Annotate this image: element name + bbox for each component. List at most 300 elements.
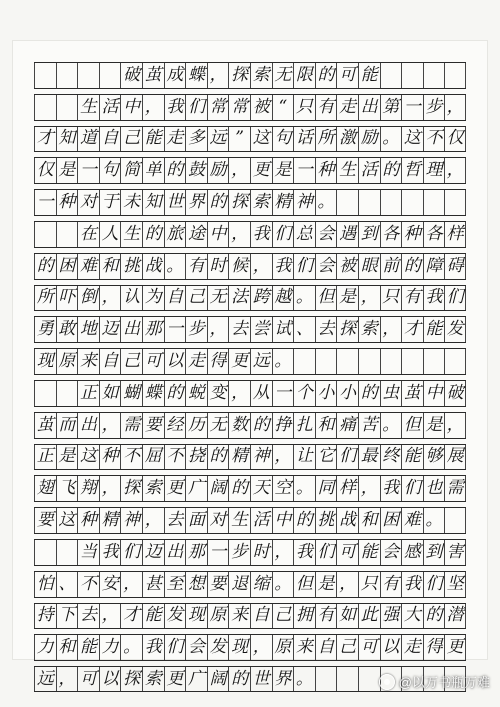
grid-cell	[401, 190, 423, 215]
grid-cell: ，	[142, 95, 164, 120]
grid-cell: 样	[444, 222, 466, 247]
grid-cell: 空	[272, 476, 294, 501]
grid-cell: 的	[380, 158, 402, 183]
text-row	[34, 316, 466, 342]
grid-cell: 所	[315, 127, 337, 152]
grid-cell: 数	[228, 413, 250, 438]
grid-cell: 无	[207, 286, 229, 311]
grid-cell: 倒	[77, 286, 99, 311]
grid-cell: 来	[228, 604, 250, 629]
grid-cell: 们	[164, 635, 186, 660]
grid-cell: 所	[34, 286, 56, 311]
grid-cell: 那	[185, 540, 207, 565]
grid-cell: 的	[358, 381, 380, 406]
grid-cell: 遇	[336, 222, 358, 247]
text-row	[34, 253, 466, 279]
grid-cell: 们	[185, 95, 207, 120]
grid-cell: 出	[120, 317, 142, 342]
grid-cell: 探	[228, 63, 250, 88]
text-row	[34, 94, 466, 120]
grid-cell: 索	[250, 190, 272, 215]
grid-cell: 的	[293, 508, 315, 533]
grid-cell: ，	[358, 476, 380, 501]
grid-cell	[56, 540, 78, 565]
grid-cell: 旅	[164, 222, 186, 247]
grid-cell: 正	[34, 445, 56, 470]
grid-cell: 更	[164, 667, 186, 691]
grid-cell: 仅	[444, 127, 466, 152]
grid-cell: 可	[358, 635, 380, 660]
grid-cell: 生	[77, 95, 99, 120]
title-row	[34, 62, 466, 88]
grid-cell: 中	[272, 508, 294, 533]
grid-cell: 翅	[34, 476, 56, 501]
grid-cell	[34, 95, 56, 120]
grid-cell: ，	[272, 445, 294, 470]
grid-cell: 虫	[380, 381, 402, 406]
grid-cell	[444, 190, 466, 215]
grid-cell: 发	[207, 635, 229, 660]
grid-cell: 去	[228, 317, 250, 342]
grid-cell: 。	[315, 190, 337, 215]
grid-cell: ，	[228, 158, 250, 183]
grid-cell: 一	[272, 381, 294, 406]
grid-cell	[380, 349, 402, 374]
grid-cell: ，	[142, 508, 164, 533]
grid-cell: 能	[142, 604, 164, 629]
grid-cell: 那	[142, 317, 164, 342]
grid-cell: ，	[444, 413, 466, 438]
grid-cell: 们	[293, 254, 315, 279]
grid-cell: 们	[120, 540, 142, 565]
grid-cell: 经	[164, 413, 186, 438]
grid-cell	[358, 349, 380, 374]
grid-cell: 痛	[336, 413, 358, 438]
grid-cell: 能	[142, 127, 164, 152]
grid-cell: 退	[228, 572, 250, 597]
grid-cell: 和	[315, 413, 337, 438]
grid-cell: 探	[120, 476, 142, 501]
grid-cell: 。	[293, 667, 315, 691]
grid-cell: 激	[336, 127, 358, 152]
grid-cell: 。	[293, 286, 315, 311]
grid-cell: 出	[358, 95, 380, 120]
grid-cell: 得	[423, 635, 445, 660]
grid-cell: 发	[444, 317, 466, 342]
grid-cell: 原	[56, 349, 78, 374]
grid-cell: 种	[315, 158, 337, 183]
grid-cell: 蝶	[142, 381, 164, 406]
grid-cell: 有	[315, 95, 337, 120]
grid-cell: 探	[120, 667, 142, 691]
grid-cell: 拥	[293, 604, 315, 629]
text-row	[34, 571, 466, 597]
grid-cell: 不	[423, 127, 445, 152]
grid-cell: 来	[77, 349, 99, 374]
grid-cell: 现	[34, 349, 56, 374]
grid-cell: 们	[423, 572, 445, 597]
grid-cell: 我	[401, 572, 423, 597]
grid-cell: 生	[228, 508, 250, 533]
grid-cell: 出	[164, 540, 186, 565]
grid-cell	[293, 349, 315, 374]
grid-cell: 一	[293, 158, 315, 183]
grid-cell: 、	[56, 572, 78, 597]
grid-cell: 当	[77, 540, 99, 565]
grid-cell: ，	[250, 635, 272, 660]
grid-cell: ，	[250, 254, 272, 279]
grid-cell: ，	[120, 572, 142, 597]
grid-cell: 挑	[120, 254, 142, 279]
text-row	[34, 221, 466, 247]
grid-cell: 不	[77, 572, 99, 597]
grid-cell: 种	[77, 508, 99, 533]
grid-cell: 跨	[250, 286, 272, 311]
grid-cell: 阔	[207, 476, 229, 501]
grid-cell: 们	[272, 222, 294, 247]
grid-cell: 茧	[401, 381, 423, 406]
grid-cell: 有	[401, 286, 423, 311]
grid-cell: 中	[207, 222, 229, 247]
grid-cell: 但	[315, 286, 337, 311]
grid-cell: 神	[250, 445, 272, 470]
grid-cell	[380, 190, 402, 215]
grid-cell	[423, 63, 445, 88]
grid-cell	[401, 63, 423, 88]
grid-cell: 索	[142, 476, 164, 501]
grid-cell: 的	[142, 222, 164, 247]
grid-cell: 种	[56, 190, 78, 215]
grid-cell	[444, 508, 466, 533]
grid-cell: 。	[293, 476, 315, 501]
grid-cell: 是	[56, 158, 78, 183]
grid-cell: 可	[336, 540, 358, 565]
grid-cell: 广	[185, 667, 207, 691]
grid-cell: 的	[207, 445, 229, 470]
grid-cell: 们	[336, 445, 358, 470]
text-row	[34, 348, 466, 374]
grid-cell: 难	[77, 254, 99, 279]
grid-cell: 变	[207, 381, 229, 406]
grid-cell: 自	[99, 127, 121, 152]
grid-cell: ，	[99, 286, 121, 311]
grid-cell: 种	[99, 445, 121, 470]
grid-cell: 中	[423, 381, 445, 406]
grid-cell	[56, 222, 78, 247]
grid-cell: 。	[380, 413, 402, 438]
grid-cell	[423, 349, 445, 374]
grid-cell: 己	[120, 127, 142, 152]
grid-cell: 吓	[56, 286, 78, 311]
grid-cell: 不	[120, 445, 142, 470]
grid-cell: 如	[336, 604, 358, 629]
grid-cell: 需	[120, 413, 142, 438]
grid-cell: 不	[164, 445, 186, 470]
grid-cell: 以	[164, 349, 186, 374]
grid-cell	[401, 349, 423, 374]
grid-cell: 会	[380, 540, 402, 565]
grid-cell: ，	[444, 158, 466, 183]
grid-cell: 简	[120, 158, 142, 183]
grid-cell: 单	[142, 158, 164, 183]
grid-cell	[358, 190, 380, 215]
grid-cell: 自	[250, 604, 272, 629]
grid-cell: 哲	[401, 158, 423, 183]
grid-cell: 也	[423, 476, 445, 501]
grid-cell: 走	[336, 95, 358, 120]
grid-cell: 持	[34, 604, 56, 629]
text-row	[34, 189, 466, 215]
grid-cell: 远	[34, 667, 56, 691]
grid-cell	[336, 349, 358, 374]
grid-cell	[34, 63, 56, 88]
grid-cell: ，	[99, 413, 121, 438]
grid-cell	[336, 190, 358, 215]
grid-cell: 一	[164, 317, 186, 342]
grid-cell	[56, 381, 78, 406]
grid-cell: 最	[358, 445, 380, 470]
grid-cell: 步	[185, 317, 207, 342]
grid-cell: 们	[401, 476, 423, 501]
grid-cell: 生	[336, 158, 358, 183]
grid-cell: 才	[120, 604, 142, 629]
grid-cell	[56, 95, 78, 120]
grid-cell: ，	[336, 572, 358, 597]
grid-cell: 无	[207, 413, 229, 438]
grid-cell: ，	[272, 540, 294, 565]
grid-cell: 能	[358, 540, 380, 565]
grid-cell: 茧	[142, 63, 164, 88]
grid-cell: 常	[207, 95, 229, 120]
grid-cell: 己	[336, 635, 358, 660]
text-row	[34, 380, 466, 406]
grid-cell: 无	[272, 63, 294, 88]
grid-cell: 能	[401, 445, 423, 470]
grid-cell: 以	[380, 635, 402, 660]
grid-cell: 蜕	[185, 381, 207, 406]
grid-cell: 常	[228, 95, 250, 120]
grid-cell: 困	[56, 254, 78, 279]
grid-cell: ，	[99, 604, 121, 629]
grid-cell: 会	[185, 635, 207, 660]
grid-cell: 怕	[34, 572, 56, 597]
grid-cell: “	[272, 95, 294, 120]
grid-cell: 强	[380, 604, 402, 629]
text-row	[34, 634, 466, 660]
watermark-logo-icon	[379, 674, 395, 690]
grid-cell: 会	[315, 222, 337, 247]
grid-cell: 以	[99, 667, 121, 691]
grid-cell: 索	[358, 317, 380, 342]
grid-cell: 苦	[358, 413, 380, 438]
grid-cell: 只	[380, 286, 402, 311]
grid-cell: 展	[444, 445, 466, 470]
grid-cell: 句	[272, 127, 294, 152]
grid-cell	[444, 63, 466, 88]
grid-cell: 茧	[34, 413, 56, 438]
grid-cell: 我	[250, 222, 272, 247]
grid-cell: 越	[272, 286, 294, 311]
grid-cell: 精	[228, 445, 250, 470]
grid-cell: 总	[293, 222, 315, 247]
grid-cell: 一	[207, 540, 229, 565]
grid-cell: 同	[315, 476, 337, 501]
grid-cell: 的	[250, 413, 272, 438]
grid-cell: 战	[336, 508, 358, 533]
grid-cell: 扎	[293, 413, 315, 438]
grid-cell: 。	[120, 635, 142, 660]
grid-cell: 的	[315, 63, 337, 88]
grid-cell: 、	[293, 317, 315, 342]
grid-cell: 仅	[34, 158, 56, 183]
grid-cell: 要	[142, 413, 164, 438]
grid-cell: 力	[99, 635, 121, 660]
text-row	[34, 412, 466, 438]
grid-cell: 想	[185, 572, 207, 597]
grid-cell: ，	[99, 476, 121, 501]
grid-cell: 在	[77, 222, 99, 247]
grid-cell	[56, 63, 78, 88]
text-row	[34, 539, 466, 565]
grid-cell: 世	[250, 667, 272, 691]
composition-grid	[34, 62, 466, 692]
grid-cell: 们	[444, 286, 466, 311]
grid-cell: 探	[336, 317, 358, 342]
grid-cell: 感	[401, 540, 423, 565]
grid-cell: 能	[423, 317, 445, 342]
grid-cell: 要	[207, 572, 229, 597]
grid-cell: 缩	[250, 572, 272, 597]
text-row	[34, 157, 466, 183]
grid-cell: 自	[164, 286, 186, 311]
grid-cell: 己	[272, 604, 294, 629]
grid-cell: 正	[77, 381, 99, 406]
grid-cell: 可	[77, 667, 99, 691]
grid-cell: 更	[164, 476, 186, 501]
grid-cell: 才	[34, 127, 56, 152]
grid-cell: 的	[228, 476, 250, 501]
grid-cell: 可	[142, 349, 164, 374]
grid-cell: 是	[423, 413, 445, 438]
grid-cell: 如	[99, 381, 121, 406]
grid-cell: 被	[336, 254, 358, 279]
grid-cell: 法	[228, 286, 250, 311]
grid-cell: 远	[207, 127, 229, 152]
grid-cell: 和	[99, 254, 121, 279]
grid-cell: 精	[272, 190, 294, 215]
grid-cell: 前	[380, 254, 402, 279]
grid-cell: 坚	[444, 572, 466, 597]
text-row	[34, 126, 466, 152]
grid-cell: 来	[293, 635, 315, 660]
grid-cell: 障	[423, 254, 445, 279]
grid-cell: 需	[444, 476, 466, 501]
grid-cell: 精	[99, 508, 121, 533]
grid-cell: 被	[250, 95, 272, 120]
grid-cell: 这	[250, 127, 272, 152]
grid-cell: 甚	[142, 572, 164, 597]
grid-cell: 现	[228, 635, 250, 660]
grid-cell: 。	[272, 349, 294, 374]
grid-cell: 走	[164, 127, 186, 152]
grid-cell: 原	[272, 635, 294, 660]
grid-cell: 成	[164, 63, 186, 88]
grid-cell: 神	[293, 190, 315, 215]
text-row	[34, 475, 466, 501]
grid-cell: 对	[77, 190, 99, 215]
grid-cell: 道	[77, 127, 99, 152]
grid-cell: 知	[56, 127, 78, 152]
grid-cell	[34, 540, 56, 565]
grid-cell: 神	[120, 508, 142, 533]
grid-cell: 潜	[444, 604, 466, 629]
grid-cell: 探	[228, 190, 250, 215]
grid-cell: 出	[77, 413, 99, 438]
grid-cell: 第	[380, 95, 402, 120]
grid-cell: 此	[358, 604, 380, 629]
grid-cell: 自	[99, 349, 121, 374]
grid-cell: 我	[380, 476, 402, 501]
text-row	[34, 603, 466, 629]
grid-cell	[315, 667, 337, 691]
grid-cell: ，	[358, 286, 380, 311]
grid-cell: 大	[401, 604, 423, 629]
grid-cell: 人	[99, 222, 121, 247]
grid-cell: 界	[272, 667, 294, 691]
grid-cell: 勇	[34, 317, 56, 342]
grid-cell: 翔	[77, 476, 99, 501]
grid-cell: 有	[380, 572, 402, 597]
grid-cell	[34, 381, 56, 406]
grid-cell: ”	[228, 127, 250, 152]
grid-cell: 的	[207, 190, 229, 215]
grid-cell: 。	[423, 508, 445, 533]
grid-cell: 屈	[142, 445, 164, 470]
grid-cell: 和	[56, 635, 78, 660]
grid-cell: 现	[185, 604, 207, 629]
grid-cell: 战	[142, 254, 164, 279]
grid-cell: 可	[336, 63, 358, 88]
grid-cell: 和	[358, 508, 380, 533]
grid-cell: 能	[77, 635, 99, 660]
grid-cell: 时	[207, 254, 229, 279]
grid-cell: 它	[315, 445, 337, 470]
grid-cell: 终	[380, 445, 402, 470]
grid-cell: 小	[336, 381, 358, 406]
grid-cell: ，	[444, 95, 466, 120]
grid-cell: 界	[185, 190, 207, 215]
grid-cell: 话	[293, 127, 315, 152]
grid-cell: 的	[164, 158, 186, 183]
grid-cell: 挑	[315, 508, 337, 533]
grid-cell: 迈	[142, 540, 164, 565]
grid-cell: 的	[34, 254, 56, 279]
grid-cell: 步	[423, 95, 445, 120]
grid-cell: 鼓	[185, 158, 207, 183]
grid-cell: 活	[250, 508, 272, 533]
grid-cell: 力	[34, 635, 56, 660]
grid-cell: ，	[207, 317, 229, 342]
grid-cell: 眼	[358, 254, 380, 279]
grid-cell: 限	[293, 63, 315, 88]
grid-cell	[423, 190, 445, 215]
grid-cell: 有	[315, 604, 337, 629]
grid-cell: 我	[272, 254, 294, 279]
grid-cell: 够	[423, 445, 445, 470]
grid-cell: 我	[423, 286, 445, 311]
grid-cell: 去	[164, 508, 186, 533]
grid-cell: 地	[77, 317, 99, 342]
